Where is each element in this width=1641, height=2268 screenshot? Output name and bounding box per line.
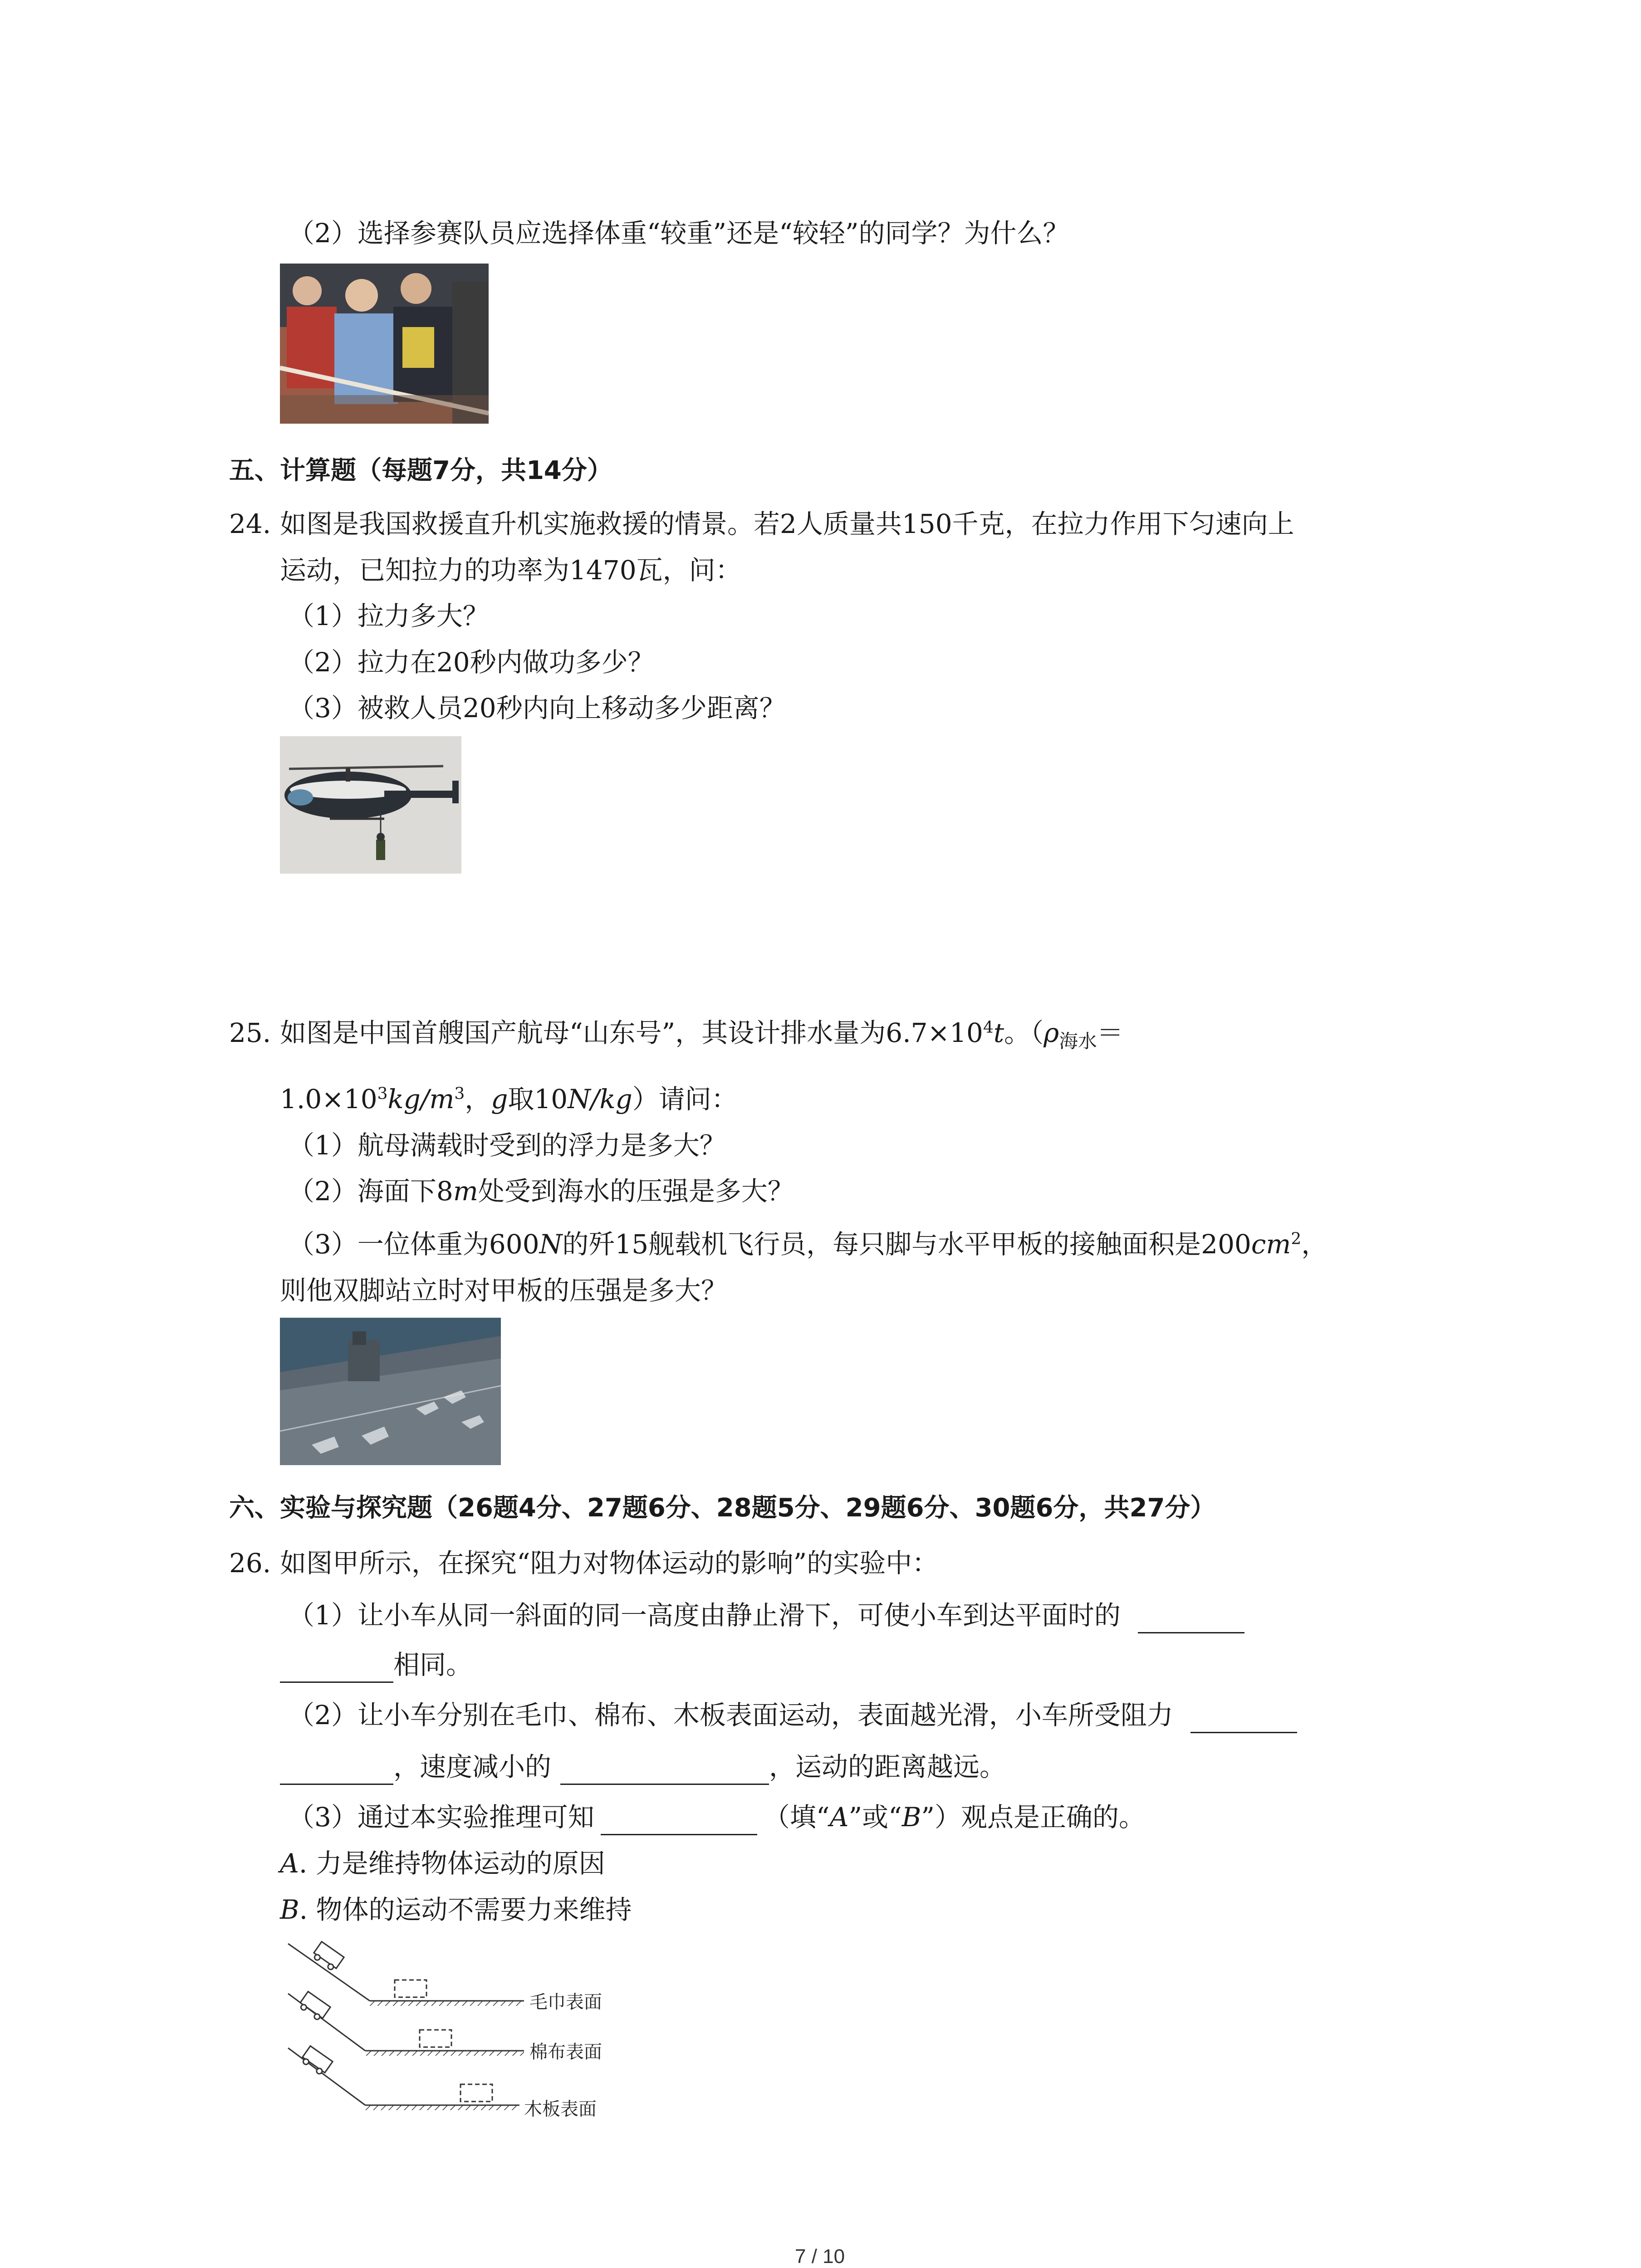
q26-sub3 bbox=[288, 1799, 1145, 1835]
q25-sub3 bbox=[288, 1226, 1327, 1262]
q26-blank-2[interactable] bbox=[1190, 1705, 1297, 1733]
q26-blank-1b[interactable] bbox=[280, 1654, 393, 1683]
q25-sub2-b: 处受到海水的压强是多大？ bbox=[478, 1176, 794, 1207]
incline-row-towel bbox=[288, 1942, 602, 2013]
q25-sub2-a: （2）海面下8 bbox=[288, 1176, 453, 1207]
q26-sub1 bbox=[288, 1597, 1244, 1633]
q25-stem-exp: 4 bbox=[983, 1018, 994, 1037]
incline-experiment-diagram bbox=[279, 1935, 624, 2134]
aircraft-carrier-photo bbox=[280, 1318, 501, 1465]
q25-sub1: （1）航母满载时受到的浮力是多大？ bbox=[288, 1130, 726, 1161]
q25-line2-d: ）请问： bbox=[632, 1084, 738, 1114]
q25-line2-exp: 3 bbox=[377, 1084, 388, 1103]
page-number: 7 / 10 bbox=[795, 2245, 845, 2268]
q25-sub2 bbox=[288, 1173, 794, 1209]
helicopter-photo bbox=[280, 736, 461, 874]
q25-rho-sub: 海水 bbox=[1059, 1030, 1097, 1052]
q25-sub3-unit: cm bbox=[1251, 1229, 1291, 1260]
q25-number: 25. bbox=[229, 1017, 271, 1048]
q25-rho: ρ bbox=[1043, 1017, 1059, 1048]
q26-sub2-a: （2）让小车分别在毛巾、棉布、木板表面运动，表面越光滑，小车所受阻力 bbox=[288, 1700, 1173, 1730]
q26-option-a bbox=[280, 1845, 605, 1882]
q26-sub2 bbox=[288, 1697, 1297, 1733]
q24-stem-line2: 运动，已知拉力的功率为1470瓦，问： bbox=[280, 555, 742, 586]
q26-option-a-text: . 力是维持物体运动的原因 bbox=[299, 1848, 605, 1879]
q24-stem-line1: 如图是我国救援直升机实施救援的情景。若2人质量共150千克，在拉力作用下匀速向上 bbox=[280, 508, 1294, 539]
q25-sub3-line2: 则他双脚站立时对甲板的压强是多大？ bbox=[280, 1275, 728, 1306]
q26-sub3-B: B bbox=[901, 1802, 921, 1833]
q26-sub3-b: （填“ bbox=[763, 1802, 830, 1833]
q25-line2-a: 1.0×10 bbox=[280, 1084, 377, 1114]
q25-line2 bbox=[280, 1081, 738, 1117]
q25-line2-b: ， bbox=[465, 1084, 491, 1114]
q23-sub2: （2）选择参赛队员应选择体重“较重”还是“较轻”的同学？为什么？ bbox=[288, 218, 1069, 249]
label-cotton-surface: 棉布表面 bbox=[529, 2042, 602, 2063]
q25-sub3-c: ， bbox=[1301, 1229, 1328, 1260]
q26-sub3-c: ”或“ bbox=[848, 1802, 902, 1833]
q25-stem bbox=[280, 1015, 1123, 1051]
q26-number: 26. bbox=[229, 1548, 271, 1579]
q25-line2-unit-exp: 3 bbox=[454, 1084, 465, 1103]
q24-sub2: （2）拉力在20秒内做功多少？ bbox=[288, 647, 654, 678]
q25-stem-a: 如图是中国首艘国产航母“山东号”，其设计排水量为6.7×10 bbox=[280, 1017, 983, 1048]
q24-number: 24. bbox=[229, 508, 271, 539]
q26-option-a-letter: A bbox=[280, 1848, 299, 1879]
q26-option-b-text: . 物体的运动不需要力来维持 bbox=[299, 1894, 632, 1925]
q25-line2-n: N/kg bbox=[568, 1084, 632, 1114]
q26-sub1-a: （1）让小车从同一斜面的同一高度由静止滑下，可使小车到达平面时的 bbox=[288, 1600, 1121, 1631]
q26-sub1-b: 相同。 bbox=[393, 1649, 473, 1680]
q25-sub3-n: N bbox=[539, 1229, 563, 1260]
q26-sub3-a: （3）通过本实验推理可知 bbox=[288, 1802, 594, 1833]
q25-sub3-b: 的歼15舰载机飞行员，每只脚与水平甲板的接触面积是200 bbox=[562, 1229, 1251, 1260]
tug-of-war-photo bbox=[280, 264, 489, 424]
q25-sub2-m: m bbox=[453, 1176, 478, 1207]
q25-line2-g: g bbox=[491, 1084, 508, 1114]
q26-blank-4[interactable] bbox=[601, 1807, 757, 1835]
q26-sub1-cont bbox=[280, 1647, 472, 1683]
q26-sub3-d: ”）观点是正确的。 bbox=[921, 1802, 1146, 1833]
section-6-heading: 六、实验与探究题（26题4分、27题6分、28题5分、29题6分、30题6分，共27分） bbox=[229, 1493, 1216, 1523]
q25-eq: ＝ bbox=[1097, 1017, 1123, 1048]
label-towel-surface: 毛巾表面 bbox=[529, 1992, 602, 2013]
q25-line2-unit: kg/m bbox=[387, 1084, 455, 1114]
q24-sub1: （1）拉力多大？ bbox=[288, 601, 489, 631]
q26-stem: 如图甲所示，在探究“阻力对物体运动的影响”的实验中： bbox=[280, 1548, 939, 1579]
q26-option-b-letter: B bbox=[280, 1894, 299, 1925]
q26-sub3-A: A bbox=[829, 1802, 849, 1833]
q26-sub2-cont bbox=[280, 1749, 1006, 1785]
q26-blank-3[interactable] bbox=[560, 1756, 769, 1785]
label-wood-surface: 木板表面 bbox=[524, 2099, 597, 2120]
q25-line2-c: 取10 bbox=[508, 1084, 568, 1114]
q26-sub2-c: ，运动的距离越远。 bbox=[769, 1751, 1006, 1782]
q25-stem-unit: t bbox=[993, 1017, 1004, 1048]
q26-sub2-b: ，速度减小的 bbox=[393, 1751, 552, 1782]
q24-sub3: （3）被救人员20秒内向上移动多少距离？ bbox=[288, 693, 786, 723]
q25-sub3-exp: 2 bbox=[1291, 1229, 1302, 1248]
q26-blank-2b[interactable] bbox=[280, 1756, 393, 1785]
q25-sub3-a: （3）一位体重为600 bbox=[288, 1229, 539, 1260]
q26-option-b bbox=[280, 1892, 632, 1928]
section-5-heading: 五、计算题（每题7分，共14分） bbox=[229, 456, 612, 485]
q26-blank-1[interactable] bbox=[1138, 1605, 1244, 1633]
q25-stem-b: 。（ bbox=[1004, 1017, 1044, 1048]
